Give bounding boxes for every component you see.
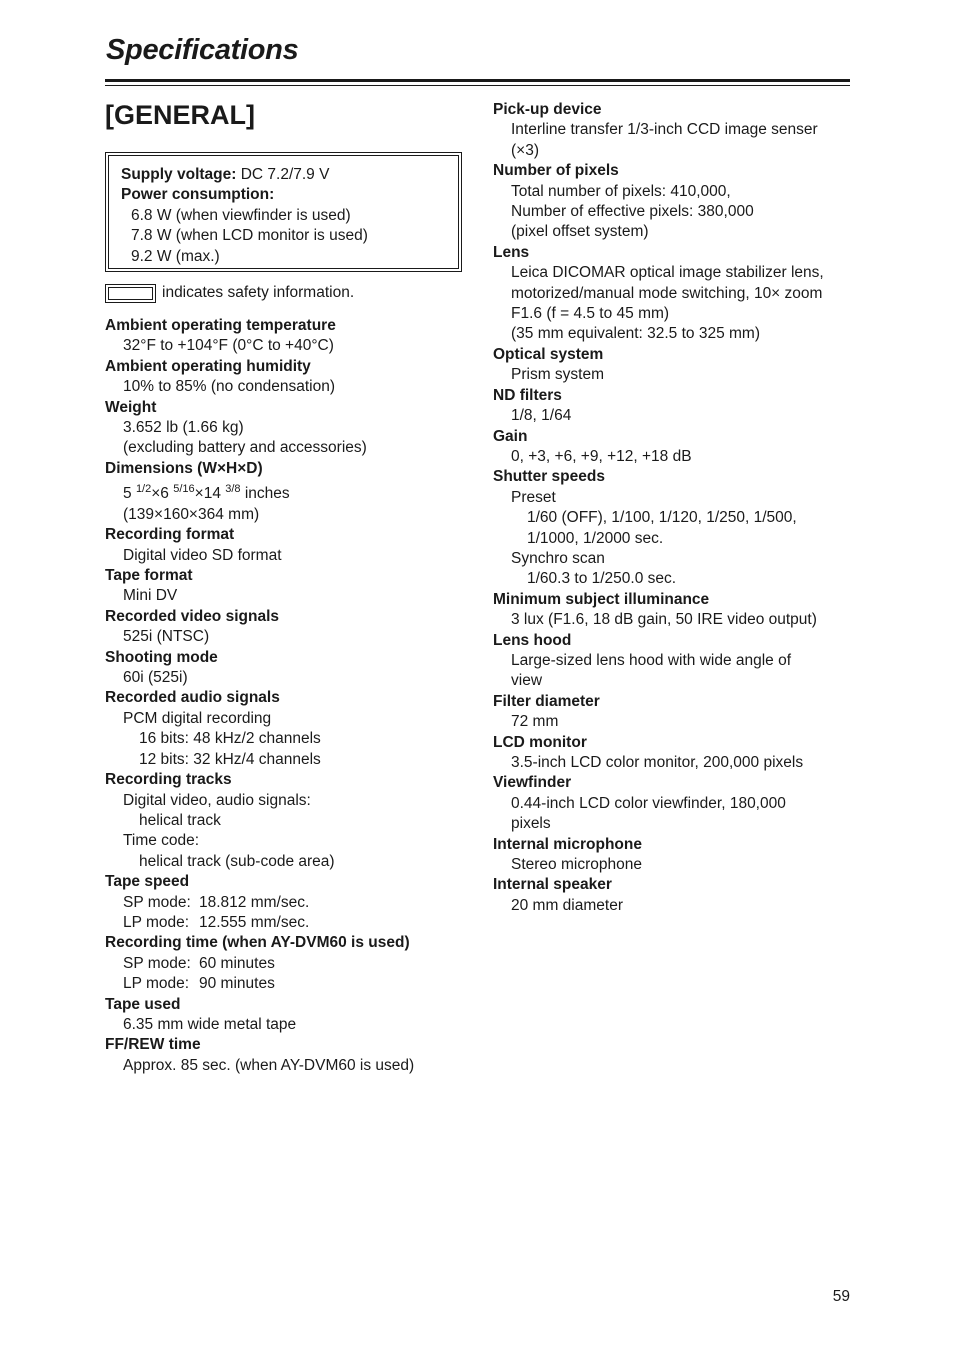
spec-value: Mini DV bbox=[123, 587, 178, 605]
spec-value: (×3) bbox=[511, 141, 539, 159]
power-line: 6.8 W (when viewfinder is used) bbox=[131, 206, 351, 224]
spec-value: (excluding battery and accessories) bbox=[123, 439, 367, 457]
spec-value: 6.35 mm wide metal tape bbox=[123, 1015, 297, 1033]
spec-heading: Filter diameter bbox=[493, 692, 600, 710]
spec-heading: Shutter speeds bbox=[493, 468, 605, 486]
power-line: 7.8 W (when LCD monitor is used) bbox=[131, 227, 368, 245]
spec-value-dimensions-inches bbox=[105, 479, 465, 505]
spec-subvalue: 12 bits: 32 kHz/4 channels bbox=[139, 750, 321, 768]
spec-value: PCM digital recording bbox=[123, 709, 272, 727]
spec-value-row bbox=[105, 954, 465, 974]
spec-subvalue: 1/60 (OFF), 1/100, 1/120, 1/250, 1/500, bbox=[527, 509, 797, 527]
power-line: 9.2 W (max.) bbox=[131, 247, 220, 265]
spec-value: 72 mm bbox=[511, 713, 559, 731]
legend-text: indicates safety information. bbox=[162, 284, 355, 301]
dims-part: ×14 bbox=[194, 485, 226, 503]
dims-fraction: 1/2 bbox=[135, 483, 152, 496]
spec-heading: Gain bbox=[493, 427, 528, 445]
spec-heading: Recorded video signals bbox=[105, 607, 279, 625]
dims-fraction: 5/16 bbox=[173, 483, 195, 496]
dims-part: 5 bbox=[123, 485, 136, 503]
spec-value: 60i (525i) bbox=[123, 669, 188, 687]
spec-subvalue: 16 bits: 48 kHz/2 channels bbox=[139, 730, 321, 748]
mode-label: LP mode: bbox=[123, 913, 190, 931]
spec-value: motorized/manual mode switching, 10× zoom bbox=[511, 284, 823, 302]
spec-value: pixels bbox=[511, 815, 551, 833]
spec-value: 32°F to +104°F (0°C to +40°C) bbox=[123, 337, 334, 355]
safety-legend bbox=[105, 283, 354, 303]
spec-value: Stereo microphone bbox=[511, 856, 642, 874]
spec-value: 3.652 lb (1.66 kg) bbox=[123, 419, 244, 437]
spec-value: 0, +3, +6, +9, +12, +18 dB bbox=[511, 447, 692, 465]
dims-fraction: 3/8 bbox=[225, 483, 241, 496]
power-consumption-label: Power consumption: bbox=[121, 186, 275, 204]
spec-value: Number of effective pixels: 380,000 bbox=[511, 203, 754, 221]
spec-value: (35 mm equivalent: 32.5 to 325 mm) bbox=[511, 325, 760, 343]
spec-value: F1.6 (f = 4.5 to 45 mm) bbox=[511, 305, 670, 323]
spec-value-row bbox=[105, 974, 465, 994]
spec-heading: Recording tracks bbox=[105, 771, 232, 789]
supply-voltage-label: Supply voltage: bbox=[121, 166, 237, 183]
spec-heading: Weight bbox=[105, 398, 157, 416]
spec-value: (pixel offset system) bbox=[511, 223, 649, 241]
spec-value: Approx. 85 sec. (when AY-DVM60 is used) bbox=[123, 1056, 415, 1074]
spec-value: (139×160×364 mm) bbox=[123, 505, 260, 523]
spec-value: Synchro scan bbox=[511, 549, 605, 567]
spec-heading: Ambient operating humidity bbox=[105, 357, 311, 375]
spec-subvalue: helical track bbox=[139, 811, 221, 829]
spec-value: 525i (NTSC) bbox=[123, 628, 210, 646]
supply-voltage-line bbox=[121, 165, 458, 185]
mode-label: SP mode: bbox=[123, 954, 191, 972]
spec-value: 3.5-inch LCD color monitor, 200,000 pixels bbox=[511, 754, 804, 771]
right-column bbox=[493, 100, 853, 916]
section-title: [GENERAL] bbox=[105, 100, 255, 130]
spec-value-row bbox=[105, 913, 465, 933]
page-title: Specifications bbox=[106, 34, 299, 66]
mode-value: 60 minutes bbox=[199, 954, 275, 972]
spec-value: view bbox=[511, 672, 543, 690]
supply-voltage-value: DC 7.2/7.9 V bbox=[236, 166, 330, 183]
spec-heading: FF/REW time bbox=[105, 1036, 201, 1054]
spec-value: Interline transfer 1/3-inch CCD image senser bbox=[511, 121, 818, 139]
mode-value: 90 minutes bbox=[199, 975, 275, 993]
spec-heading: Pick-up device bbox=[493, 101, 602, 118]
spec-heading: Lens bbox=[493, 243, 530, 261]
spec-heading: Minimum subject illuminance bbox=[493, 590, 710, 608]
spec-value: Digital video, audio signals: bbox=[123, 791, 311, 809]
spec-heading: Recording format bbox=[105, 526, 235, 544]
spec-heading: Viewfinder bbox=[493, 774, 572, 792]
spec-subvalue: helical track (sub-code area) bbox=[139, 852, 335, 870]
spec-value-row bbox=[105, 893, 465, 913]
dims-part: inches bbox=[240, 485, 290, 503]
spec-heading: Internal microphone bbox=[493, 835, 642, 853]
spec-heading: LCD monitor bbox=[493, 733, 587, 751]
spec-value: Total number of pixels: 410,000, bbox=[511, 182, 731, 200]
mode-label: LP mode: bbox=[123, 975, 190, 993]
spec-value: Time code: bbox=[123, 832, 200, 850]
spec-value: 10% to 85% (no condensation) bbox=[123, 378, 335, 396]
spec-value: 20 mm diameter bbox=[511, 896, 623, 914]
spec-heading: Ambient operating temperature bbox=[105, 317, 336, 334]
spec-heading: Recording time (when AY-DVM60 is used) bbox=[105, 934, 410, 952]
spec-heading: Internal speaker bbox=[493, 876, 612, 894]
spec-subvalue: 1/60.3 to 1/250.0 sec. bbox=[527, 570, 677, 588]
mode-label: SP mode: bbox=[123, 893, 191, 911]
mode-value: 18.812 mm/sec. bbox=[199, 893, 310, 911]
spec-heading: Lens hood bbox=[493, 631, 572, 649]
spec-value: 0.44-inch LCD color viewfinder, 180,000 bbox=[511, 794, 786, 812]
spec-value: Digital video SD format bbox=[123, 546, 282, 564]
spec-heading: ND filters bbox=[493, 386, 562, 404]
spec-heading: Tape format bbox=[105, 567, 193, 585]
safety-box-inner bbox=[108, 155, 459, 269]
legend-box-symbol bbox=[105, 284, 156, 303]
spec-value: Preset bbox=[511, 488, 556, 506]
spec-value: Leica DICOMAR optical image stabilizer lens, bbox=[511, 264, 824, 282]
spec-value: 1/8, 1/64 bbox=[511, 407, 572, 425]
spec-heading: Dimensions (W×H×D) bbox=[105, 459, 263, 477]
spec-subvalue: 1/1000, 1/2000 sec. bbox=[527, 529, 664, 547]
dims-part: ×6 bbox=[151, 485, 174, 503]
spec-heading: Optical system bbox=[493, 345, 604, 363]
page-number: 59 bbox=[832, 1288, 850, 1305]
spec-heading: Tape used bbox=[105, 995, 181, 1013]
spec-heading: Number of pixels bbox=[493, 162, 619, 180]
spec-value: Large-sized lens hood with wide angle of bbox=[511, 651, 792, 669]
safety-box bbox=[105, 152, 462, 272]
spec-heading: Tape speed bbox=[105, 873, 190, 891]
title-rule bbox=[105, 79, 850, 86]
mode-value: 12.555 mm/sec. bbox=[199, 913, 310, 931]
spec-heading: Recorded audio signals bbox=[105, 689, 280, 707]
left-column bbox=[105, 316, 465, 1076]
spec-value: 3 lux (F1.6, 18 dB gain, 50 IRE video output) bbox=[511, 611, 817, 629]
spec-heading: Shooting mode bbox=[105, 648, 218, 666]
spec-value: Prism system bbox=[511, 366, 604, 384]
